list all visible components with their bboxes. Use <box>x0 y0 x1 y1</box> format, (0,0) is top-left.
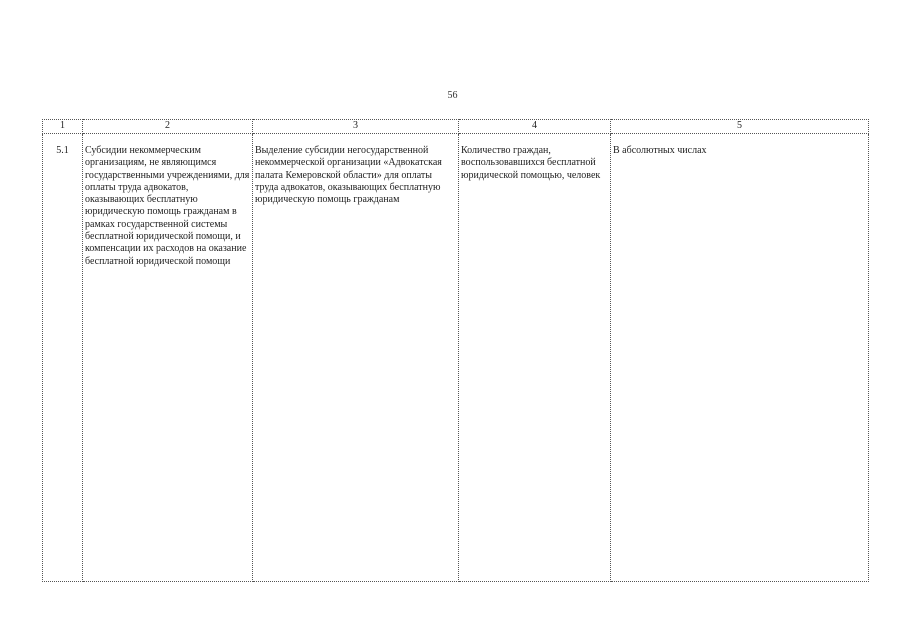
indicator-table <box>42 119 869 582</box>
table-row <box>43 134 869 582</box>
header-col-3: 3 <box>253 120 459 134</box>
subsidy-purpose-cell: Выделение субсидии негосударственной некоммерческой организации «Адвокатская палата Кемеровской области» для оплаты труда адвокатов, оказывающих бесплатную юридическую помощь гражданам <box>253 134 459 582</box>
table-header-row <box>43 120 869 134</box>
indicator-cell: Количество граждан, воспользовавшихся бесплатной юридической помощью, человек <box>459 134 611 582</box>
subsidy-name-cell: Субсидии некоммерческим организациям, не являющимся государственными учреждениями, для оплаты труда адвокатов, оказывающих бесплатную юридическую помощь гражданам в рамках государственной системы бесплатной юридической помощи, и компенсации их расходов на оказание бесплатной юридической помощи <box>83 134 253 582</box>
measurement-cell: В абсолютных числах <box>611 134 869 582</box>
header-col-1: 1 <box>43 120 83 134</box>
page-number: 56 <box>447 90 458 101</box>
header-col-2: 2 <box>83 120 253 134</box>
row-number-cell: 5.1 <box>43 134 83 582</box>
header-col-5: 5 <box>611 120 869 134</box>
header-col-4: 4 <box>459 120 611 134</box>
